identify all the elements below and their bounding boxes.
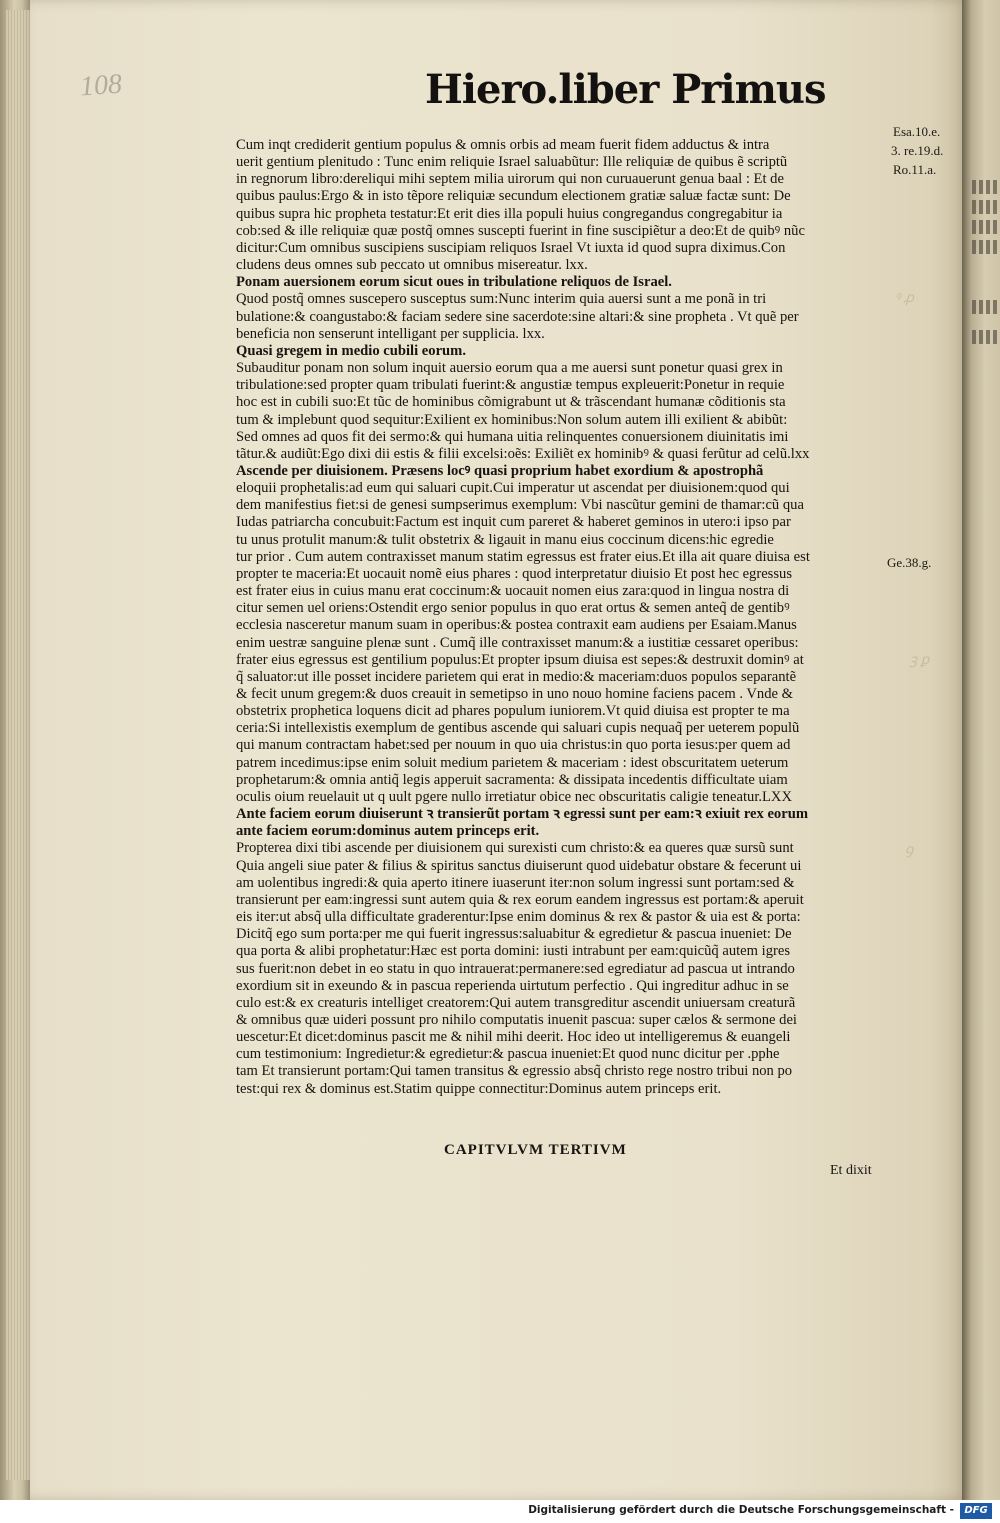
facing-page-edge: [962, 0, 1000, 1500]
verse-heading-line: Ponam auersionem eorum sicut oues in tribulatione reliquos de Israel.: [236, 274, 672, 291]
text-line: ecclesia nasceretur manum suam in operibus:& postea contraxit eam audiens per Esaiam.Manus: [236, 617, 797, 634]
text-line: tãtur.& audiũt:Ego dixi dii estis & filii excelsi:oẽs: Exiliẽt ex hominibꝰ & quasi ferũtur ad celũ.lxx: [236, 445, 810, 462]
text-line: in regnorum libro:dereliqui mihi septem milia uirorum qui non curuauerunt genua baal : Et de: [236, 171, 784, 188]
text-line: & fecit unum gregem:& duos creauit in semetipso in uno nouo homine faciens pacem . Vnde &: [236, 686, 793, 702]
text-line: beneficia non senserunt intelligant per supplicia. lxx.: [236, 325, 545, 342]
verse-heading-line: ante faciem eorum:dominus autem princeps erit.: [236, 823, 540, 840]
text-line: eloquii prophetalis:ad eum qui saluari cupit.Cui imperatur ut ascendat per diuisionem:quod qui: [236, 480, 790, 497]
text-line: cludens deus omnes sub peccato ut omnibus misereatur. lxx.: [236, 257, 588, 274]
verse-heading-line: Ante faciem eorum diuiserunt ꝛ transierũt portam ꝛ egressi sunt per eam:ꝛ exiuit rex eorum: [236, 806, 808, 823]
text-line: quibus paulus:Ergo & in isto tẽpore reliquiæ secundum electionem gratiæ saluæ factæ sunt: De: [236, 188, 791, 205]
text-line: hoc est in cubili suo:Et tũc de hominibus cõmigrabunt ut & trãscendant humanæ cõditionis sta: [236, 394, 786, 411]
text-line: Dicitq̃ ego sum porta:per me qui fuerit ingressus:saluabitur & egredietur & pascua inueniet: De: [236, 926, 792, 943]
verse-heading-line: Quasi gregem in medio cubili eorum.: [236, 342, 466, 359]
text-line: citur semen uel oriens:Ostendit ergo senior populus in quo erat ortus & semen anteq̃ de gentibꝰ: [236, 600, 790, 617]
text-line: uerit gentium plenitudo : Tunc enim reliquie Israel saluabũtur: Ille reliquiæ de quibus ẽ scriptũ: [236, 154, 788, 171]
margin-note: Ro.11.a.: [893, 162, 937, 177]
dfg-logo: DFG: [960, 1503, 992, 1519]
text-line: tum & implebunt quod sequitur:Exilient ex hominibus:Non solum autem illi exilient & abibũt:: [236, 411, 788, 428]
text-line: prophetarum:& omnia antiq̃ legis apperuit sacramenta: & dissipata incedentis difficultate uiam: [236, 771, 788, 788]
text-line: Iudas patriarcha concubuit:Factum est inquit cum pareret & haberet geminos in utero:i ipso par: [236, 514, 791, 531]
text-line: tur prior . Cum autem contraxisset manum statim egressus est frater eius.Et illa ait quare diuisa est: [236, 548, 810, 565]
text-line: obstetrix prophetica loquens dicit ad phares populum iuniorem.Vt quid diuisa est propter te ma: [236, 703, 790, 720]
text-line: tam Et transierunt portam:Qui tamen transitus & egressio absq̃ christo rege nostro tribui non po: [236, 1063, 793, 1080]
main-text-block: [236, 137, 886, 1098]
text-line: Quod postq̃ omnes suscepero susceptus sum:Nunc interim quia auersi sunt a me ponã in tri: [236, 291, 767, 308]
text-line: tribulatione:sed propter quam tribulati fuerint:& angustiæ tempus expleuerit:Ponetur in requie: [236, 377, 785, 394]
text-line: tu unus protulit manum:& tulit obstetrix & ligauit in manu eius coccinum dicens:hic egredie: [236, 531, 774, 548]
text-line: qua porta & alibi prophetatur:Hæc est porta domini: iusti intrabunt per eam:quicũq̃ autem igres: [236, 943, 791, 960]
text-line: test:qui rex & dominus est.Statim quippe connectitur:Dominus autem princeps erit.: [236, 1080, 722, 1097]
margin-note: Esa.10.e.: [893, 124, 941, 139]
text-line: eis iter:ut absq̃ ulla difficultate graderentur:Ipse enim dominus & rex & pastor & uia est & porta:: [236, 909, 801, 926]
verse-heading-line: Ascende per diuisionem. Præsens locꝰ quasi proprium habet exordium & apostrophã: [236, 462, 764, 479]
text-line: culo est:& ex creaturis intelliget creatorem:Qui autem transgreditur ascendit uniuersam creaturã: [236, 994, 796, 1011]
text-line: Sed omnes ad quos fit dei sermo:& qui humana uitia relinquentes conuersionem diuinitatis imi: [236, 428, 789, 445]
text-line: dicitur:Cum omnibus suscipiens suscipiam reliquos Israel Vt iuxta id quod supra diximus.Con: [236, 239, 786, 256]
text-line: est frater eius in cuius manu erat coccinum:& uocauit nomen eius zara:quod in lingua nostra di: [236, 583, 790, 600]
text-line: ceria:Si intellexistis exemplum de gentibus ascende qui saluari cupis nequaq̃ per ueterem populũ: [236, 720, 800, 737]
text-line: oculis oium reuelauit ut q uult pgere nullo irretiatur obice nec obscuritatis caligie teneatur.LXX: [236, 788, 793, 805]
margin-note: Ge.38.g.: [887, 555, 932, 570]
text-line: exordium sit in exeundo & in pascua reperienda uirtutum perfectio . Qui ingreditur adhuc in se: [236, 977, 789, 994]
text-line: patrem incedimus:ipse enim soluit medium parietem & maceriam : idest obscuritatem ueterum: [236, 754, 789, 771]
text-line: Subauditur ponam non solum inquit auersio eorum qua a me auersi sunt ponetur quasi grex in: [236, 360, 783, 377]
margin-note: 3. re.19.d.: [891, 143, 944, 158]
bleed-through-mark: ꝯ: [905, 843, 914, 858]
text-line: Quia angeli siue pater & filius & spiritus sanctus diuiserunt quod uidebatur obstare & fecerunt ui: [236, 857, 802, 874]
text-line: bulatione:& coangustabo:& faciam sedere sine sacerdote:sine altari:& sine propheta . Vt quẽ per: [236, 308, 799, 325]
text-line: transierunt per eam:ingressi sunt autem quia & rex eorum eandem ingressus est portam:& aperuit: [236, 891, 804, 908]
text-line: q̃ saluator:ut ille posset incidere parietem qui erat in medio:& maceriam:duos populos separantẽ: [236, 668, 797, 685]
text-line: sus fuerit:non debet in eo statu in quo intrauerat:permanere:sed egrediatur ad pascua ut intrando: [236, 960, 795, 977]
text-line: qui manum contractam habet:sed per nouum in quo uia christus:in quo porta iesus:per quem ad: [236, 737, 791, 754]
catchword: Et dixit: [830, 1163, 872, 1178]
running-header: Hiero.liber Primus: [425, 66, 826, 113]
text-line: cob:sed & ille reliquiæ quæ postq̃ omnes suscepti fuerint in fine suscipiẽtur a deo:Et de quibꝰ nũc: [236, 222, 805, 239]
text-line: cum testimonium: Ingredietur:& egredietur:& pascua inueniet:Et quod nunc dicitur per .pphe: [236, 1046, 780, 1063]
text-line: quibus supra hic propheta testatur:Et erit dies illa populi huius congregandus congregabitur ia: [236, 205, 783, 222]
text-line: dem manifestius fiet:si de genesi sumpserimus exemplum: Vbi nascũtur gemini de thamar:cũ qua: [236, 497, 804, 514]
pencil-folio-number: 108: [78, 68, 123, 103]
bleed-through-mark: ꝫ ꝑ: [910, 653, 930, 668]
text-line: am uolentibus ingredi:& quia aperto itinere iuaserunt iter:non solum ingressi sunt portam:sed &: [236, 874, 795, 891]
text-line: Propterea dixi tibi ascende per diuisionem qui surexisti cum christo:& ea queres quæ sursũ sunt: [236, 840, 794, 857]
chapter-heading: CAPITVLVM TERTIVM: [444, 1142, 627, 1158]
text-line: frater eius egressus est gentilium populus:Et propter ipsum diuisa est sepes:& destruxit dominꝰ at: [236, 651, 804, 668]
text-line: Cum inqt crediderit gentium populus & omnis orbis ad meam fuerit fidem adductus & intra: [236, 137, 770, 153]
text-line: enim uestræ sanguine plenæ sunt . Cumq̃ ille contraxisset manum:& a iustitiæ cessaret operibus:: [236, 634, 799, 651]
footer-bar: [0, 1500, 1000, 1523]
text-line: uescetur:Et dicet:dominus pascit me & nihil mihi deerit. Hoc ideo ut intelligeremus & euangeli: [236, 1029, 791, 1046]
funding-credit: Digitalisierung gefördert durch die Deutsche Forschungsgemeinschaft -: [528, 1504, 954, 1516]
bleed-through-mark: ꝰ ꝓ: [895, 291, 914, 306]
text-line: & omnibus quæ uideri possunt pro nihilo computatis inuenit pascua: super cælos & sermone dei: [236, 1011, 797, 1028]
text-line: propter te maceria:Et uocauit nomẽ eius phares : quod interpretatur diuisio Et post hec egressus: [236, 565, 793, 582]
